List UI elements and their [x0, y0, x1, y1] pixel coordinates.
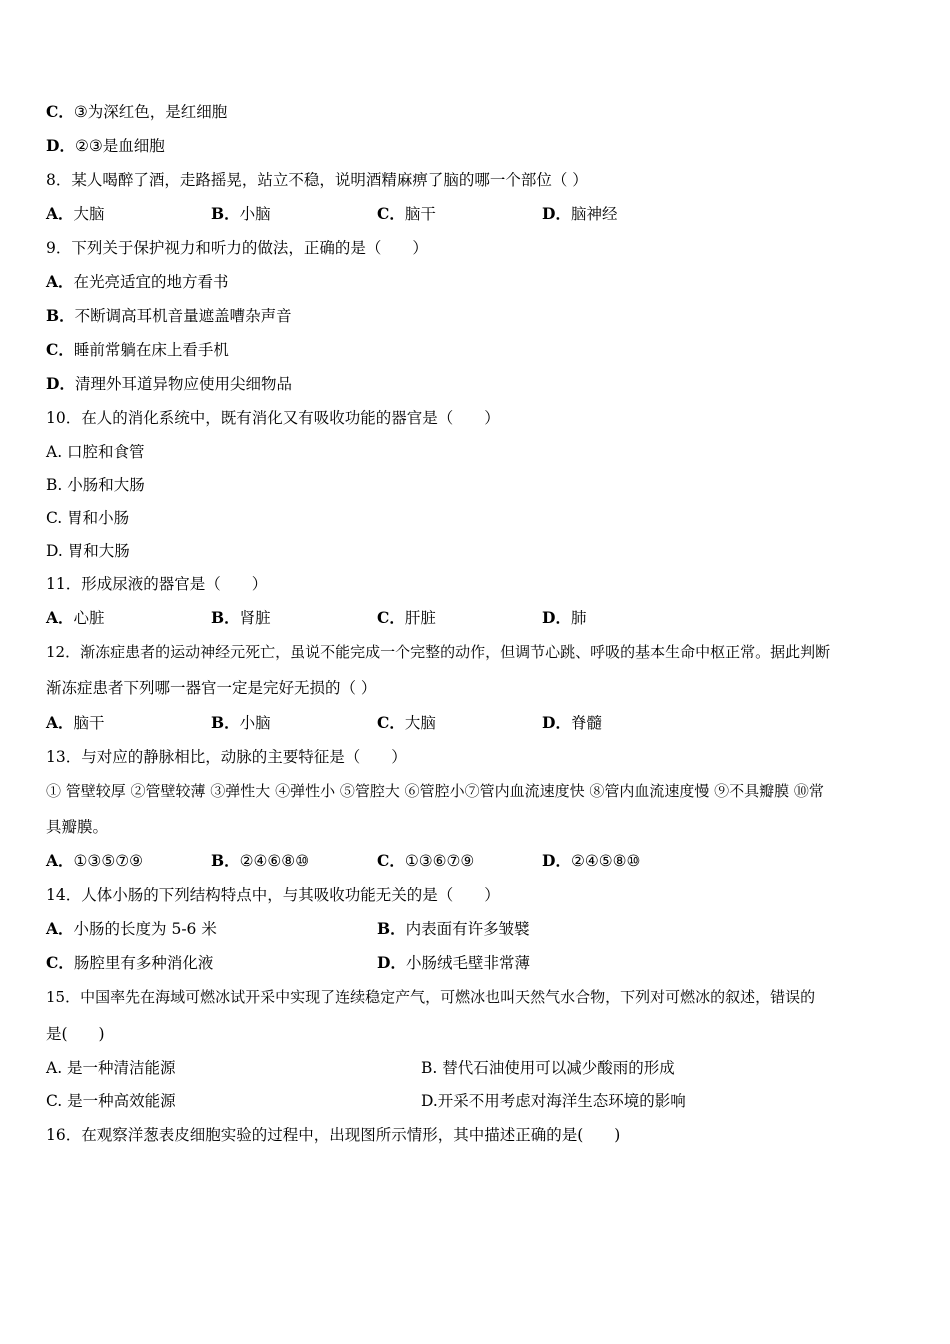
option-letter: A． [46, 608, 74, 627]
option-text: 脑干 [404, 205, 436, 223]
q15-option-d: D.开采不用考虑对海洋生态环境的影响 [421, 1092, 686, 1110]
option-text: ②④⑤⑧⑩ [570, 852, 641, 870]
q12-option-b [211, 713, 271, 733]
q14-option-c [46, 953, 213, 973]
q9-option-c [46, 340, 229, 360]
q10-option-d: D. 胃和大肠 [46, 542, 130, 560]
q15-option-c: C. 是一种高效能源 [46, 1092, 176, 1110]
option-letter: C． [377, 204, 405, 223]
q7-option-d [46, 136, 165, 156]
option-text: 肝脏 [404, 609, 436, 627]
option-letter: A． [46, 204, 74, 223]
option-letter: D． [46, 374, 75, 393]
q9-option-b [46, 306, 292, 326]
q8-option-c [377, 204, 436, 224]
q13-option-d [542, 851, 640, 871]
option-text: 小脑 [239, 205, 271, 223]
q8-option-a [46, 204, 105, 224]
option-text: 脑神经 [570, 205, 618, 223]
q13-option-b [211, 851, 309, 871]
option-letter: B． [211, 608, 240, 627]
q10-option-b: B. 小肠和大肠 [46, 476, 145, 494]
option-letter: B． [211, 713, 240, 732]
option-letter: B． [211, 204, 240, 223]
option-letter: B． [46, 306, 75, 325]
option-letter: A． [46, 919, 74, 938]
q11-option-c [377, 608, 436, 628]
option-text: 小脑 [239, 714, 271, 732]
option-letter: B． [377, 919, 406, 938]
question-14: 14．人体小肠的下列结构特点中，与其吸收功能无关的是（ ） [46, 886, 500, 904]
q10-option-a: A. 口腔和食管 [46, 443, 145, 461]
option-letter: A． [46, 713, 74, 732]
option-text: 大脑 [404, 714, 436, 732]
option-letter: C． [377, 608, 405, 627]
question-12-line-2: 渐冻症患者下列哪一器官一定是完好无损的（ ） [46, 679, 377, 697]
option-letter: D． [542, 851, 571, 870]
option-text: 小肠绒毛壁非常薄 [405, 954, 530, 972]
question-12-line-1: 12．渐冻症患者的运动神经元死亡，虽说不能完成一个完整的动作，但调节心跳、呼吸的基本生命中枢正常。据此判断 [46, 643, 831, 661]
q15-option-a: A. 是一种清洁能源 [46, 1059, 176, 1077]
q12-option-c [377, 713, 436, 733]
q9-option-d [46, 374, 292, 394]
question-9: 9．下列关于保护视力和听力的做法，正确的是（ ） [46, 239, 428, 257]
option-text: ①③⑥⑦⑨ [404, 852, 475, 870]
option-letter: C． [46, 340, 74, 359]
q13-option-c [377, 851, 474, 871]
question-8: 8．某人喝醉了酒，走路摇晃，站立不稳，说明酒精麻痹了脑的哪一个部位（ ） [46, 171, 588, 189]
question-13-items-line-1: ① 管壁较厚 ②管壁较薄 ③弹性大 ④弹性小 ⑤管腔大 ⑥管腔小⑦管内血流速度快 ⑧管内血流速度慢 ⑨不具瓣膜 ⑩常 [46, 782, 824, 800]
option-text: 小肠的长度为 5-6 米 [73, 920, 217, 938]
question-15-line-1: 15．中国率先在海域可燃冰试开采中实现了连续稳定产气，可燃冰也叫天然气水合物，下列对可燃冰的叙述，错误的 [46, 988, 816, 1006]
option-text: 在光亮适宜的地方看书 [73, 273, 229, 291]
option-letter: B． [211, 851, 240, 870]
option-letter: C． [377, 713, 405, 732]
option-text: 清理外耳道异物应使用尖细物品 [74, 375, 292, 393]
option-text: 睡前常躺在床上看手机 [73, 341, 229, 359]
question-13-items-line-2: 具瓣膜。 [46, 818, 109, 836]
option-text: 不断调高耳机音量遮盖嘈杂声音 [74, 307, 292, 325]
question-15-line-2: 是( ) [46, 1025, 105, 1043]
question-10: 10．在人的消化系统中，既有消化又有吸收功能的器官是（ ） [46, 409, 500, 427]
q14-option-b [377, 919, 530, 939]
q13-option-a [46, 851, 143, 871]
option-text: 肺 [570, 609, 587, 627]
q14-option-d [377, 953, 530, 973]
option-text: 脊髓 [570, 714, 602, 732]
q11-option-d [542, 608, 586, 628]
q7-option-c [46, 102, 227, 122]
option-text: 心脏 [73, 609, 105, 627]
question-16: 16．在观察洋葱表皮细胞实验的过程中，出现图所示情形，其中描述正确的是( ) [46, 1126, 621, 1144]
question-13: 13．与对应的静脉相比，动脉的主要特征是（ ） [46, 748, 407, 766]
q12-option-a [46, 713, 105, 733]
option-text: ①③⑤⑦⑨ [73, 852, 144, 870]
option-text: ②③是血细胞 [74, 137, 165, 155]
option-letter: D． [542, 713, 571, 732]
q11-option-b [211, 608, 271, 628]
q8-option-b [211, 204, 271, 224]
q10-option-c: C. 胃和小肠 [46, 509, 130, 527]
option-letter: C． [46, 102, 74, 121]
q12-option-d [542, 713, 602, 733]
q15-option-b: B. 替代石油使用可以减少酸雨的形成 [421, 1059, 675, 1077]
option-letter: A． [46, 851, 74, 870]
option-letter: C． [377, 851, 405, 870]
question-11: 11．形成尿液的器官是（ ） [46, 575, 268, 593]
option-text: 脑干 [73, 714, 105, 732]
option-text: ③为深红色，是红细胞 [73, 103, 228, 121]
option-text: ②④⑥⑧⑩ [239, 852, 310, 870]
option-letter: D． [542, 204, 571, 223]
option-letter: D． [377, 953, 406, 972]
option-text: 肾脏 [239, 609, 271, 627]
q9-option-a [46, 272, 229, 292]
q8-option-d [542, 204, 617, 224]
option-letter: C． [46, 953, 74, 972]
option-letter: D． [46, 136, 75, 155]
option-letter: D． [542, 608, 571, 627]
option-text: 内表面有许多皱襞 [405, 920, 530, 938]
q11-option-a [46, 608, 105, 628]
option-letter: A． [46, 272, 74, 291]
q14-option-a [46, 919, 217, 939]
option-text: 肠腔里有多种消化液 [73, 954, 214, 972]
option-text: 大脑 [73, 205, 105, 223]
